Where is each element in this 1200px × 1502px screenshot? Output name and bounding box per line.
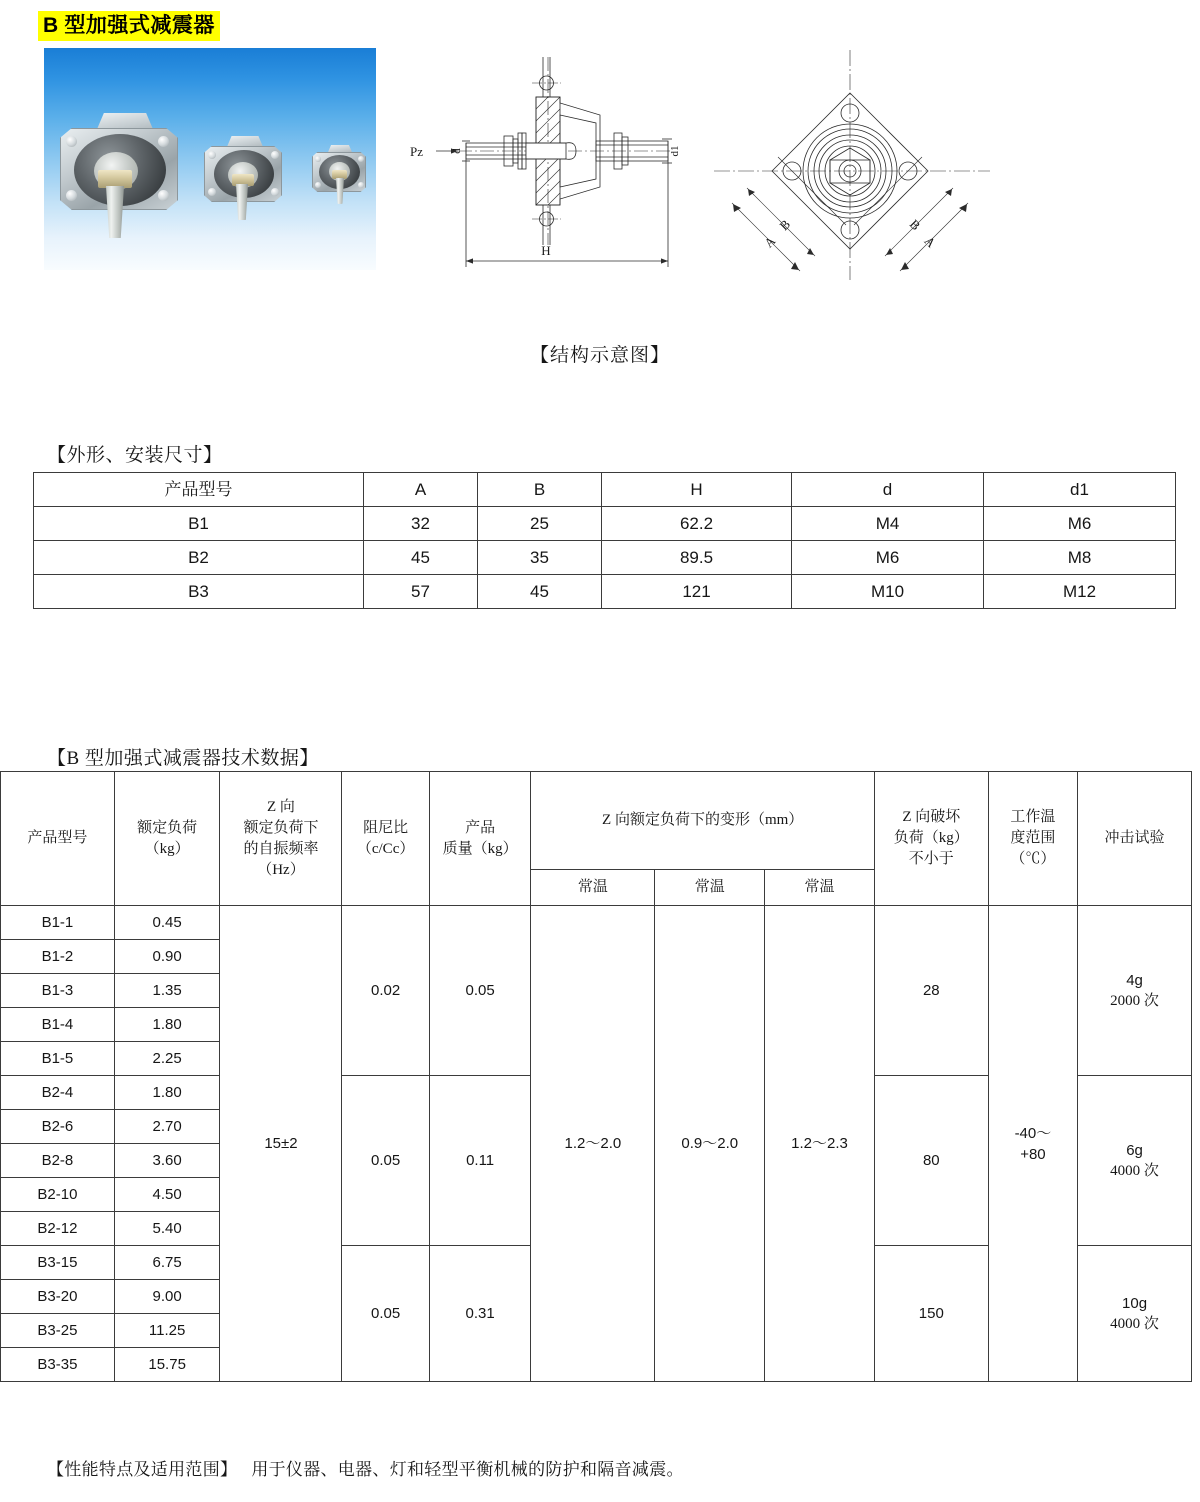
rated-load-line2: （kg）: [144, 840, 190, 857]
impact-g: 10g: [1122, 1294, 1148, 1312]
cell-model: B1-1: [1, 906, 115, 940]
col-header-break-load: [874, 772, 988, 906]
page-title: [38, 11, 220, 41]
cell-model: B2-4: [1, 1076, 115, 1110]
col-header-d: d: [792, 473, 984, 507]
unit-bolt: [358, 156, 364, 162]
label-a-left: A: [761, 233, 779, 251]
page-title-prefix: B: [43, 14, 59, 37]
impact-cycles: 4000 次: [1110, 1315, 1159, 1332]
cell-rated-load: 15.75: [114, 1348, 220, 1382]
page-title-rest: 型加强式减震器: [58, 13, 215, 37]
temperature-line3: （℃）: [1010, 851, 1056, 867]
footer-note: [47, 1455, 684, 1480]
col-header-rated-load: [114, 772, 220, 906]
figure-caption: 【结构示意图】: [529, 345, 670, 366]
cell-model: B2: [34, 541, 364, 575]
frequency-line2: 额定负荷下: [243, 819, 319, 836]
tech-data-table: [0, 771, 1192, 1382]
break-load-line2: 负荷（kg）: [893, 830, 969, 846]
cell-a: 45: [364, 541, 478, 575]
footer-label: 【性能特点及适用范围】: [47, 1460, 238, 1479]
cell-d: M6: [792, 541, 984, 575]
cell-rated-load: 9.00: [114, 1280, 220, 1314]
tech-data-heading: 【B 型加强式减震器技术数据】: [47, 748, 319, 769]
temperature-line2: 度范围: [1010, 830, 1056, 846]
cell-rated-load: 0.90: [114, 940, 220, 974]
cell-model: B2-10: [1, 1178, 115, 1212]
cell-h: 62.2: [602, 507, 792, 541]
cell-b: 25: [478, 507, 602, 541]
cell-impact: [1078, 1246, 1192, 1382]
label-b-right: B: [906, 216, 924, 234]
col-header-frequency: [220, 772, 342, 906]
footer-text: 用于仪器、电器、灯和轻型平衡机械的防护和隔音减震。: [251, 1460, 684, 1479]
cell-model: B2-6: [1, 1110, 115, 1144]
cell-model: B3: [34, 575, 364, 609]
label-h: H: [541, 243, 551, 258]
mass-line1: 产品: [465, 819, 496, 836]
unit-bolt: [315, 156, 321, 162]
cell-model: B2-8: [1, 1144, 115, 1178]
cell-rated-load: 0.45: [114, 906, 220, 940]
impact-g: 6g: [1126, 1141, 1143, 1159]
cell-damping: 0.02: [342, 906, 429, 1076]
cell-frequency: 15±2: [220, 906, 342, 1382]
col-header-a: A: [364, 473, 478, 507]
cell-damping: 0.05: [342, 1246, 429, 1382]
table-header-row: [34, 473, 1176, 507]
label-a-right: A: [921, 233, 939, 251]
col-subheader-deform-1: 常温: [531, 870, 655, 906]
impact-cycles: 2000 次: [1110, 992, 1159, 1009]
unit-stud: [336, 178, 344, 204]
cell-break-load: 28: [874, 906, 988, 1076]
cell-impact: [1078, 1076, 1192, 1246]
temperature-value-line2: +80: [1020, 1145, 1046, 1163]
cell-model: B1-4: [1, 1008, 115, 1042]
col-header-model: 产品型号: [34, 473, 364, 507]
cell-rated-load: 4.50: [114, 1178, 220, 1212]
unit-stud: [236, 184, 248, 220]
cell-break-load: 80: [874, 1076, 988, 1246]
label-pz: Pz: [410, 144, 423, 159]
col-header-d1: d1: [984, 473, 1176, 507]
cell-model: B1-2: [1, 940, 115, 974]
damping-line1: 阻尼比: [363, 819, 409, 836]
frequency-line1: Z 向: [266, 798, 295, 815]
cell-deform-3: 1.2～2.3: [765, 906, 875, 1382]
plan-view-drawing: [700, 40, 1030, 290]
col-header-model: 产品型号: [1, 772, 115, 906]
cell-rated-load: 2.25: [114, 1042, 220, 1076]
cell-damping: 0.05: [342, 1076, 429, 1246]
break-load-line3: 不小于: [908, 851, 954, 867]
cell-rated-load: 3.60: [114, 1144, 220, 1178]
label-d1: d1: [669, 145, 681, 157]
unit-bolt: [271, 151, 279, 159]
cell-d: M10: [792, 575, 984, 609]
temperature-line1: 工作温: [1010, 809, 1056, 825]
cell-rated-load: 1.35: [114, 974, 220, 1008]
cell-rated-load: 11.25: [114, 1314, 220, 1348]
frequency-line4: （Hz）: [257, 861, 305, 878]
impact-cycles: 4000 次: [1110, 1162, 1159, 1179]
cell-model: B3-20: [1, 1280, 115, 1314]
page-title-highlight: [38, 11, 220, 41]
product-photo: [44, 48, 376, 270]
unit-stud: [106, 186, 124, 238]
col-header-h: H: [602, 473, 792, 507]
cell-rated-load: 1.80: [114, 1076, 220, 1110]
cell-b: 35: [478, 541, 602, 575]
cell-a: 57: [364, 575, 478, 609]
cell-mass: 0.05: [429, 906, 531, 1076]
break-load-line1: Z 向破坏: [902, 809, 961, 825]
cell-deform-2: 0.9～2.0: [655, 906, 765, 1382]
table-row: [1, 906, 1192, 940]
cell-break-load: 150: [874, 1246, 988, 1382]
cell-model: B2-12: [1, 1212, 115, 1246]
dimensions-heading: 【外形、安装尺寸】: [47, 445, 223, 466]
col-header-b: B: [478, 473, 602, 507]
cell-model: B3-25: [1, 1314, 115, 1348]
cell-mass: 0.31: [429, 1246, 531, 1382]
cell-mass: 0.11: [429, 1076, 531, 1246]
cell-model: B1-5: [1, 1042, 115, 1076]
cell-rated-load: 1.80: [114, 1008, 220, 1042]
col-header-damping: [342, 772, 429, 906]
cell-h: 89.5: [602, 541, 792, 575]
cell-a: 32: [364, 507, 478, 541]
cell-rated-load: 2.70: [114, 1110, 220, 1144]
unit-nut: [98, 170, 132, 188]
cell-model: B3-35: [1, 1348, 115, 1382]
unit-bolt: [66, 136, 77, 147]
label-d: d: [451, 148, 463, 154]
col-subheader-deform-3: 常温: [765, 870, 875, 906]
table-row: [34, 507, 1176, 541]
unit-bolt: [271, 188, 279, 196]
col-header-mass: [429, 772, 531, 906]
col-subheader-deform-2: 常温: [655, 870, 765, 906]
table-row: [34, 541, 1176, 575]
unit-bolt: [315, 182, 321, 188]
unit-bolt: [208, 188, 216, 196]
impact-g: 4g: [1126, 971, 1143, 989]
temperature-value-line1: -40～: [1014, 1124, 1052, 1142]
col-header-temperature: [988, 772, 1077, 906]
cell-b: 45: [478, 575, 602, 609]
cell-deform-1: 1.2～2.0: [531, 906, 655, 1382]
unit-bolt: [208, 151, 216, 159]
damping-line2: （c/Cc）: [356, 840, 415, 857]
mass-line2: 质量（kg）: [442, 840, 518, 857]
cell-model: B1: [34, 507, 364, 541]
cell-d1: M6: [984, 507, 1176, 541]
unit-nut: [332, 170, 347, 179]
cell-h: 121: [602, 575, 792, 609]
cell-model: B1-3: [1, 974, 115, 1008]
col-header-deformation-group: Z 向额定负荷下的变形（mm）: [531, 772, 874, 870]
cell-rated-load: 6.75: [114, 1246, 220, 1280]
unit-bolt: [158, 136, 169, 147]
cell-temperature: [988, 906, 1077, 1382]
cell-d: M4: [792, 507, 984, 541]
cell-model: B3-15: [1, 1246, 115, 1280]
label-b-left: B: [776, 216, 794, 234]
cell-rated-load: 5.40: [114, 1212, 220, 1246]
frequency-line3: 的自振频率: [243, 840, 319, 857]
cell-impact: [1078, 906, 1192, 1076]
table-header-row: [1, 772, 1192, 870]
table-row: [34, 575, 1176, 609]
unit-bolt: [158, 190, 169, 201]
unit-bolt: [358, 182, 364, 188]
unit-bolt: [66, 190, 77, 201]
col-header-impact: 冲击试验: [1078, 772, 1192, 906]
cell-d1: M8: [984, 541, 1176, 575]
rated-load-line1: 额定负荷: [137, 819, 198, 836]
dimensions-table: [33, 472, 1176, 609]
cell-d1: M12: [984, 575, 1176, 609]
cross-section-drawing: [400, 35, 700, 280]
